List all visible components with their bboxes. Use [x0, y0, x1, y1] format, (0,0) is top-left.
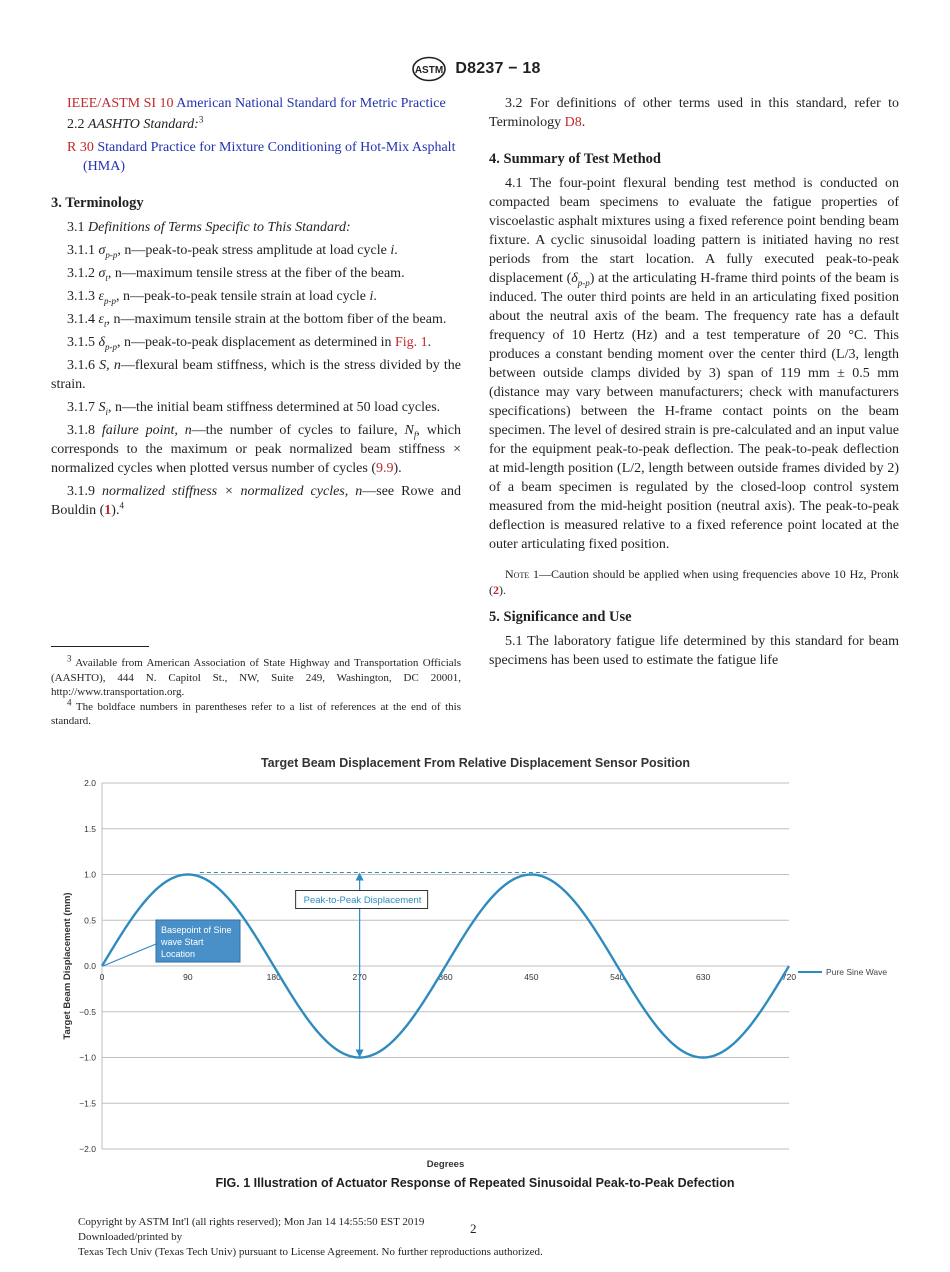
section-heading: 3. Terminology — [51, 195, 144, 211]
x-axis-ticks — [100, 972, 797, 982]
footnote-item: $^3$ Available from American Association of State Highway and Transportation Officials (AASHTO), 444 N. Capitol St., NW, Suite 249, Washington, DC 20001, http://www.transportation.org. — [51, 653, 461, 698]
footnote-item: $^4$ The boldface numbers in parentheses refer to a list of references at the end of this standard. — [51, 696, 461, 727]
figure-link[interactable]: Fig. 1 — [394, 335, 428, 350]
y-tick-label: −0.5 — [79, 1006, 96, 1017]
note: Note 1—Caution should be applied when using frequencies above 10 Hz, Pronk (2). — [489, 567, 900, 597]
y-tick-label: 2.0 — [84, 778, 96, 788]
section-link[interactable]: 9.9 — [376, 461, 394, 476]
displacement-chart — [50, 750, 900, 1175]
paragraph: 4.1 The four-point flexural bending test method is conducted on compacted beam specimens to evaluate the fatigue properties of viscoelastic asphalt mixtures using a fixed reference point bending beam fixture. A cyclic sinusoidal loading pattern is initiated having no rest periods from the start location. A fully executed peak-to-peak displacement $(\delta_{p-p})$ at the articulating H-frame third points of the beam is induced. The outer third points are held in an articulating fixed position about the neutral axis of the beam. The frequency rate has a default frequency of 10 Hertz (Hz) and a test temperature of 20 °C. This produces a constant bending moment over the center third (L/3, length between outside clamps divided by 3) span of 119 mm ± 0.5 mm (distance may vary between manufacturers; check with manufacturers specifications) between the H-frame contact points on the beam specimen. The level of desired strain is pre-calculated and an input value for the equipment peak-to-peak deflection. The peak-to-peak deflection at mid-length position (L/2, length between outside frames divided by 2) of a beam specimen is regulated by the closed-loop control system measured from the mid-height position (neutral axis). The peak-to-peak deflection is measured relative to a fixed reference point located at the outer articulating fixed position. — [489, 176, 900, 552]
svg-text:Location: Location — [161, 949, 196, 959]
svg-text:Peak-to-Peak Displacement: Peak-to-Peak Displacement — [303, 895, 422, 906]
svg-text:Basepoint of Sine: Basepoint of Sine — [161, 925, 232, 935]
chart-legend — [798, 967, 887, 977]
footnote-divider — [51, 646, 149, 647]
astm-logo-icon — [409, 56, 449, 82]
definition-item: 3.1.3 $\varepsilon_{p-p}$, n—peak-to-peak tensile strain at load cycle i. — [67, 289, 377, 306]
reference-title-link[interactable]: Standard Practice for Mixture Conditioning of Hot-Mix Asphalt (HMA) — [83, 140, 456, 174]
x-tick-label: 450 — [524, 972, 539, 982]
x-tick-label: 630 — [696, 972, 711, 982]
y-tick-label: 1.5 — [84, 823, 96, 834]
section-heading: 4. Summary of Test Method — [489, 151, 661, 167]
x-tick-label: 540 — [610, 972, 625, 982]
definition-item: 3.1.1 $\sigma_{p-p}$, n—peak-to-peak stress amplitude at load cycle i. — [67, 243, 398, 260]
right-column — [489, 94, 899, 674]
reference-number-link[interactable]: 2 — [493, 583, 499, 597]
terminology-link[interactable]: D8 — [564, 115, 582, 130]
reference-item — [51, 138, 461, 176]
definition-intro: 3.1 Definitions of Terms Specific to This Standard: — [67, 220, 351, 235]
definition-item: 3.1.2 $\sigma_t$, n—maximum tensile stress at the fiber of the beam. — [67, 266, 405, 283]
x-tick-label: 90 — [183, 972, 193, 982]
left-column — [51, 94, 461, 524]
page-number: 2 — [470, 1221, 477, 1236]
definition-item: 3.1.5 $\delta_{p-p}$, n—peak-to-peak displacement as determined in Fig. 1. — [67, 335, 432, 352]
reference-number-link[interactable]: 1 — [104, 503, 112, 518]
reference-code-link[interactable]: IEEE/ASTM SI 10 — [67, 96, 174, 111]
definition-item: 3.1.6 S, n—flexural beam stiffness, which is the stress divided by the strain. — [51, 358, 461, 392]
y-axis-ticks — [79, 778, 96, 1154]
x-axis-label: Degrees — [426, 1159, 465, 1170]
legend-label: Pure Sine Wave — [826, 967, 888, 977]
paragraph: 5.1 The laboratory fatigue life determined by this standard for beam specimens has been used to estimate the fatigue life — [489, 634, 899, 668]
x-tick-label: 0 — [99, 972, 105, 982]
subsection-heading: 2.2 AASHTO Standard:$^3$ — [67, 114, 204, 132]
page-header — [0, 56, 950, 82]
y-axis-label: Target Beam Displacement (mm) — [62, 892, 73, 1040]
x-tick-label: 270 — [352, 972, 367, 982]
footnotes — [51, 653, 461, 729]
definition-item: 3.1.7 $S_i$, n—the initial beam stiffness determined at 50 load cycles. — [67, 400, 441, 417]
definition-item: 3.1.4 $\varepsilon_t$, n—maximum tensile strain at the bottom fiber of the beam. — [67, 312, 447, 329]
chart-title: Target Beam Displacement From Relative Displacement Sensor Position — [260, 756, 691, 770]
definition-item: 3.1.9 normalized stiffness × normalized cycles, n—see Rowe and Bouldin (1).$^4$ — [51, 484, 461, 518]
y-tick-label: 1.0 — [84, 869, 96, 880]
x-tick-label: 180 — [266, 972, 281, 982]
y-tick-label: 0.0 — [84, 961, 96, 971]
paragraph: 3.2 For definitions of other terms used in this standard, refer to Terminology D8. — [489, 96, 899, 130]
peak-to-peak-label-box — [296, 891, 428, 909]
reference-item — [51, 94, 461, 113]
copyright-footer: Copyright by ASTM Int'l (all rights reserved); Mon Jan 14 14:55:50 EST 2019 Downloaded/printed by Texas Tech Univ (Texas Tech Univ) pursuant to License Agreement. No further reproductions authorized. — [78, 1216, 543, 1258]
section-heading: 5. Significance and Use — [489, 609, 632, 625]
svg-text:wave Start: wave Start — [161, 937, 204, 947]
figure-caption: FIG. 1 Illustration of Actuator Response of Repeated Sinusoidal Peak-to-Peak Defection — [215, 1176, 735, 1190]
x-tick-label: 360 — [438, 972, 453, 982]
svg-text:ASTM: ASTM — [415, 65, 444, 76]
reference-title-link[interactable]: American National Standard for Metric Practice — [176, 96, 446, 111]
x-tick-label: 720 — [781, 972, 797, 982]
definition-item: 3.1.8 failure point, n—the number of cycles to failure, $N_f$, which corresponds to the maximum or peak normalized beam stiffness × normalized cycles when plotted versus number of cycles (9.9). — [51, 423, 462, 476]
reference-code-link[interactable]: R 30 — [67, 140, 94, 155]
y-tick-label: −2.0 — [79, 1144, 96, 1154]
y-tick-label: 0.5 — [84, 915, 96, 926]
basepoint-callout — [103, 920, 240, 966]
arrow-head-up — [356, 873, 364, 881]
document-number: D8237 − 18 — [455, 60, 541, 77]
y-tick-label: −1.5 — [79, 1098, 96, 1109]
y-tick-label: −1.0 — [79, 1052, 96, 1063]
